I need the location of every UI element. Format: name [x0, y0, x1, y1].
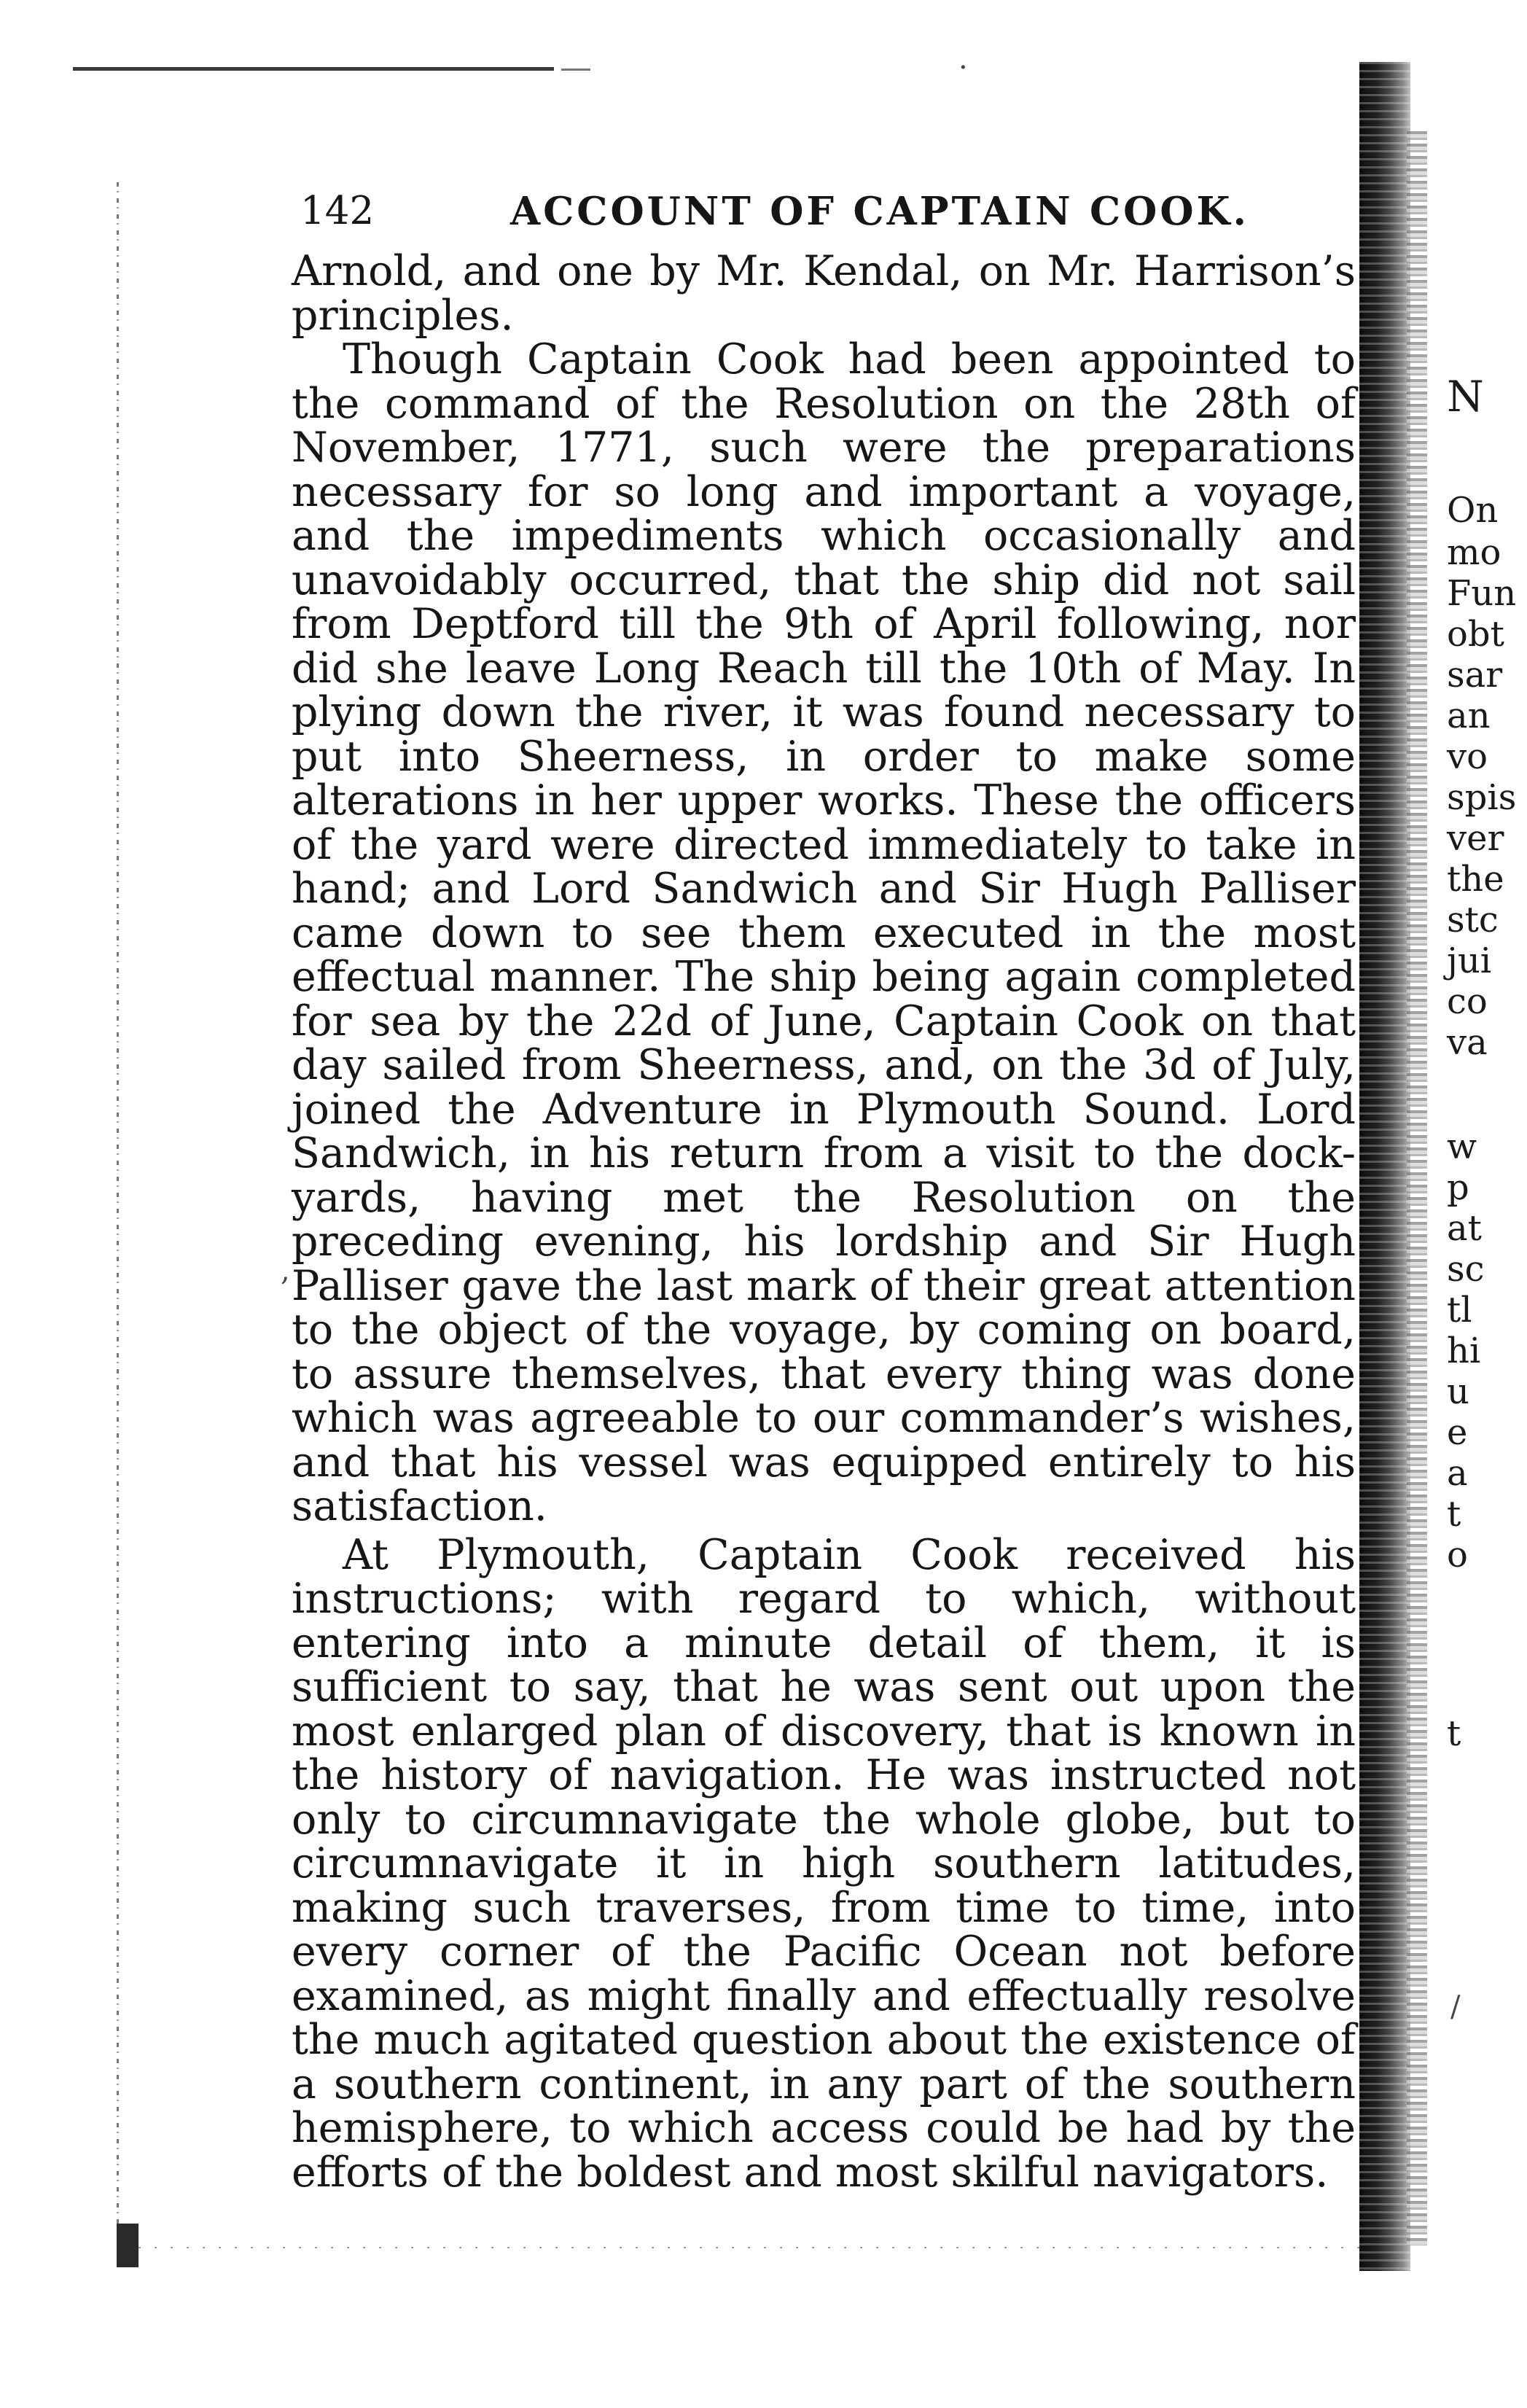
facing-fragment: mo	[1447, 532, 1501, 573]
left-corner-mark	[117, 2224, 138, 2267]
stray-mark: /	[1450, 1990, 1461, 2024]
facing-fragment: ver	[1447, 818, 1504, 859]
facing-fragment: p	[1447, 1167, 1469, 1208]
facing-fragment: stc	[1447, 900, 1499, 940]
facing-fragment: the	[1447, 859, 1504, 900]
top-rule-end	[561, 69, 590, 71]
stray-mark: ·	[958, 51, 968, 85]
facing-fragment: an	[1447, 695, 1491, 736]
facing-fragment: e	[1447, 1412, 1468, 1453]
stray-mark: ,	[281, 1254, 290, 1287]
facing-fragment: spis	[1447, 777, 1517, 818]
page-number: 142	[300, 189, 375, 233]
facing-fragment: tl	[1447, 1290, 1472, 1330]
facing-fragment: w	[1447, 1126, 1477, 1167]
facing-fragment: t	[1447, 1713, 1461, 1754]
facing-fragment: a	[1447, 1453, 1468, 1494]
facing-page-edge	[1447, 0, 1527, 2408]
facing-fragment: va	[1447, 1022, 1488, 1063]
bottom-edge-dots	[138, 2247, 1421, 2248]
binding-gutter	[1359, 62, 1410, 2271]
facing-fragment: sc	[1447, 1249, 1485, 1290]
top-rule	[73, 67, 554, 71]
paragraph-continuation: Arnold, and one by Mr. Kendal, on Mr. Harrison’s principles.	[292, 247, 1356, 340]
facing-fragment: obt	[1447, 614, 1504, 655]
facing-fragment: co	[1447, 981, 1488, 1022]
facing-fragment: vo	[1447, 736, 1488, 777]
facing-fragment: N	[1447, 372, 1484, 421]
facing-fragment: Fun	[1447, 573, 1517, 614]
running-title: ACCOUNT OF CAPTAIN COOK.	[510, 189, 1250, 234]
facing-fragment: On	[1447, 490, 1499, 531]
facing-fragment: jui	[1447, 940, 1492, 981]
body-text	[292, 247, 1356, 2197]
facing-fragment: o	[1447, 1535, 1468, 1575]
facing-fragment: hi	[1447, 1330, 1481, 1371]
facing-fragment: at	[1447, 1208, 1482, 1249]
running-header	[292, 182, 1250, 241]
facing-fragment: sar	[1447, 655, 1503, 695]
binding-gutter-speckle	[1407, 131, 1427, 2245]
facing-fragment: u	[1447, 1371, 1469, 1412]
paragraph-instructions: At Plymouth, Captain Cook received his instructions; with regard to which, without entering into a minute detail of them, it is sufficient to say, that he was sent out upon the most enlarged plan of discovery, that is known in the history of navigation. He was instructed not only to circumnavigate the whole globe, but to circumnavigate it in high southern latitudes, making such traverses, from time to time, into every corner of the Pacific Ocean not before examined, as might finally and effectually resolve the much agitated question about the existence of a southern continent, in any part of the southern hemisphere, to which access could be had by the efforts of the boldest and most skilful navigators.	[292, 1530, 1356, 2197]
facing-fragment: t	[1447, 1494, 1461, 1535]
left-margin-edge	[117, 182, 119, 2238]
paragraph-resolution-departure: Though Captain Cook had been appointed to the command of the Resolution on the 28th of November, 1771, such were the preparations necessary for so long and important a voyage, and the impediments which occasionally and unavoidably occurred, that the ship did not sail from Deptford till the 9th of April following, nor did she leave Long Reach till the 10th of May. In plying down the river, it was found necessary to put into Sheerness, in order to make some alterations in her upper works. These the officers of the yard were directed immediately to take in hand; and Lord Sandwich and Sir Hugh Palliser came down to see them executed in the most effectual manner. The ship being again completed for sea by the 22d of June, Captain Cook on that day sailed from Sheerness, and, on the 3d of July, joined the Adventure in Plymouth Sound. Lord Sandwich, in his return from a visit to the dock-yards, having met the Resolution on the preceding evening, his lordship and Sir Hugh Palliser gave the last mark of their great attention to the object of the voyage, by coming on board, to assure themselves, that every thing was done which was agreeable to our commander’s wishes, and that his vessel was equipped entirely to his satisfaction.	[292, 335, 1356, 1530]
